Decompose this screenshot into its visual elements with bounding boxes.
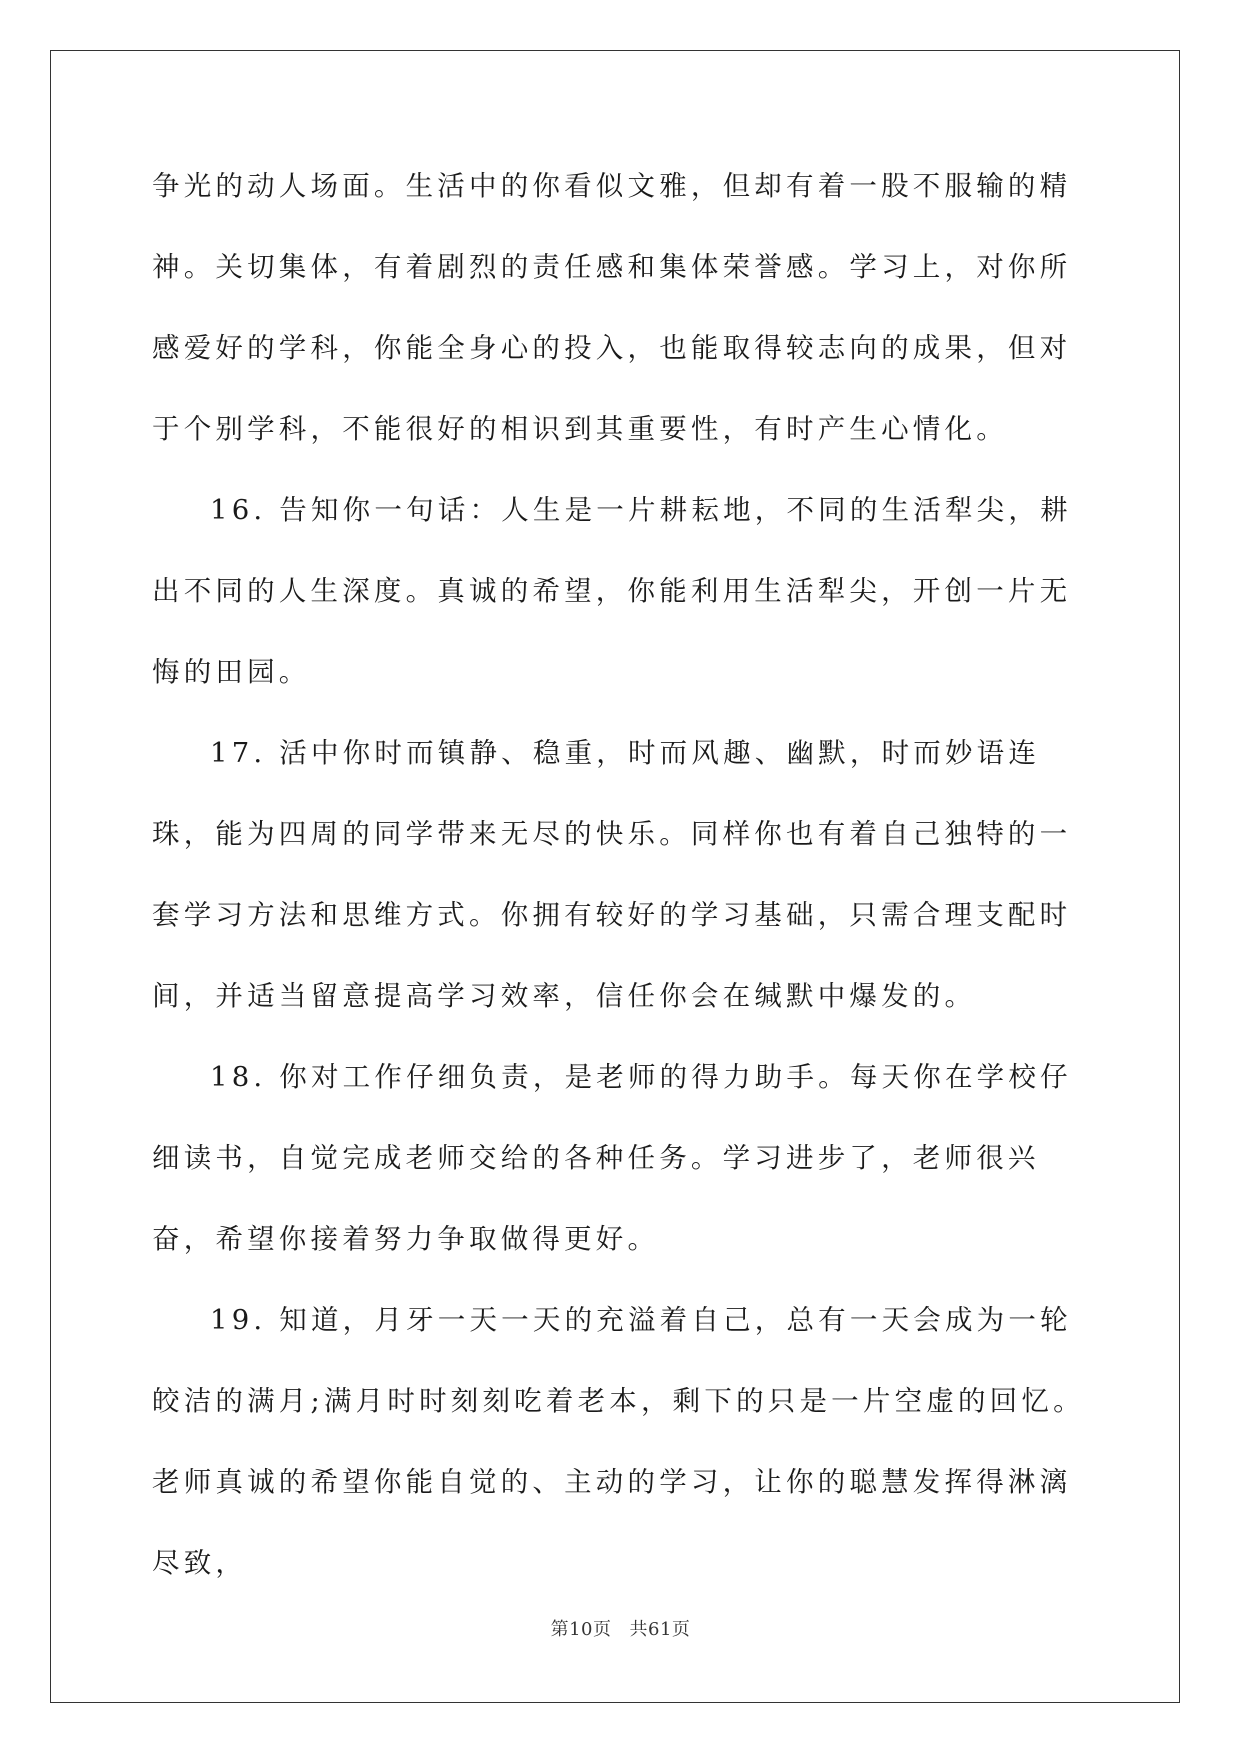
paragraph-continuation: 争光的动人场面。生活中的你看似文雅，但却有着一股不服输的精神。关切集体，有着剧烈的责任感和集体荣誉感。学习上，对你所感爱好的学科，你能全身心的投入，也能取得较志向的成果，但对于个别学科，不能很好的相识到其重要性，有时产生心情化。 <box>152 170 1072 445</box>
total-pages-label: 共61页 <box>629 1619 691 1640</box>
current-page-label: 第10页 <box>550 1619 612 1640</box>
paragraph-16: 16. 告知你一句话：人生是一片耕耘地，不同的生活犁尖，耕出不同的人生深度。真诚的希望，你能利用生活犁尖，开创一片无悔的田园。 <box>152 494 1072 688</box>
page-footer <box>0 1615 1241 1641</box>
paragraph-17: 17. 活中你时而镇静、稳重，时而风趣、幽默，时而妙语连珠，能为四周的同学带来无尽的快乐。同样你也有着自己独特的一套学习方法和思维方式。你拥有较好的学习基础，只需合理支配时间，并适当留意提高学习效率，信任你会在缄默中爆发的。 <box>152 737 1072 1012</box>
document-body <box>152 146 1092 1604</box>
paragraph-18: 18. 你对工作仔细负责，是老师的得力助手。每天你在学校仔细读书，自觉完成老师交给的各种任务。学习进步了，老师很兴奋，希望你接着努力争取做得更好。 <box>152 1061 1072 1255</box>
paragraph-19: 19. 知道，月牙一天一天的充溢着自己，总有一天会成为一轮皎洁的满月;满月时时刻刻吃着老本，剩下的只是一片空虚的回忆。老师真诚的希望你能自觉的、主动的学习，让你的聪慧发挥得淋漓尽致， <box>152 1304 1085 1579</box>
